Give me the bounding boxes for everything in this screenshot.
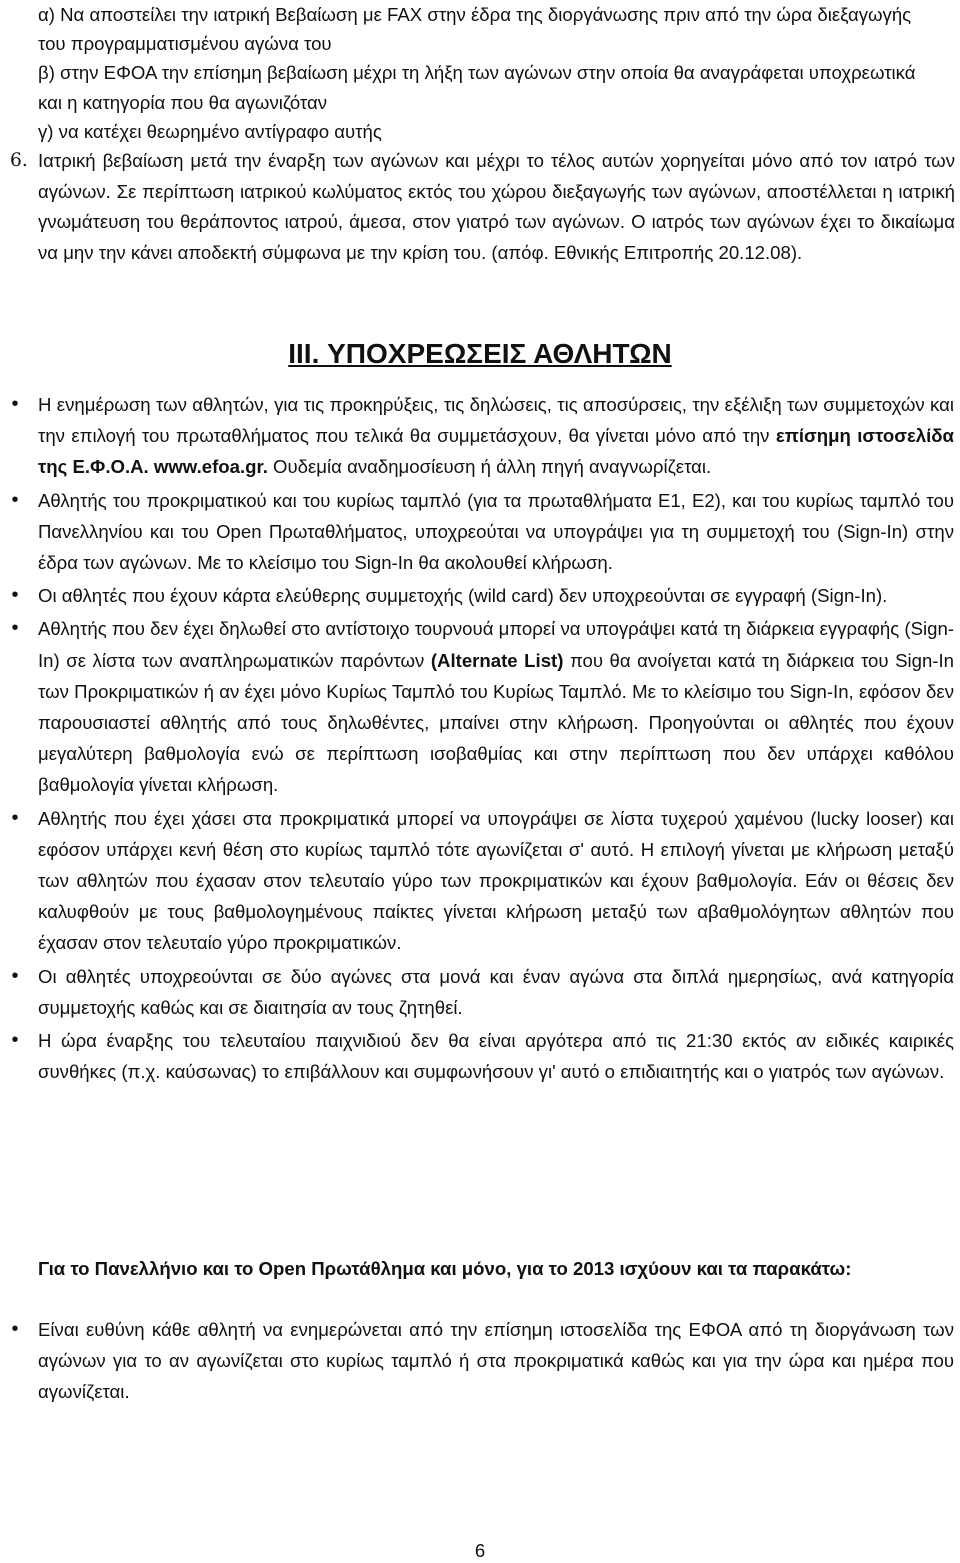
list-item: [0, 613, 960, 800]
item-number: 6.: [10, 150, 28, 171]
bullet-icon: •: [11, 393, 19, 415]
list-item-text: Αθλητής που έχει χάσει στα προκριματικά μπορεί να υπογράψει σε λίστα τυχερού χαμένου (lucky looser) και εφόσον υπάρχει κενή θέση στο κυρίως ταμπλό τότε αγωνίζεται σ' αυτό. Η επιλογή γίνεται με κλήρωση μεταξύ των αθλητών που έχασαν στον τελευταίο γύρο των προκριματικών και έχουν βαθμολογία. Εάν οι θέσεις δεν καλυφθούν με τους βαθμολογημένους παίκτες γίνεται κλήρωση μεταξύ των αβαθμολόγητων αθλητών που έχασαν στον τελευταίο γύρο προκριματικών.: [38, 807, 954, 954]
list-item-text: που θα ανοίγεται κατά τη διάρκεια του Sign-In των Προκριματικών ή αν έχει μόνο Κυρίως Ταμπλό του Κυρίως Ταμπλό. Με το κλείσιμο του Sign-In, εφόσον δεν παρουσιαστεί αθλητής από τους δηλωθέντες, μπαίνει στην κλήρωση. Προηγούνται οι αθλητές που έχουν μεγαλύτερη βαθμολογία ενώ σε περίπτωση ισοβαθμίας και στην περίπτωση που δεν υπάρχει καθόλου βαθμολογία γίνεται κλήρωση.: [38, 649, 954, 796]
bullet-icon: •: [11, 488, 19, 511]
bullet-icon: •: [11, 806, 19, 829]
list-item-text: Η ενημέρωση των αθλητών, για τις προκηρύξεις, τις δηλώσεις, τις αποσύρσεις, την εξέλιξη των συμμετοχών και την επιλογή του πρωταθλήματος που τελικά θα συμμετάσχουν, θα γίνεται μόνο από την: [38, 394, 954, 447]
list-item: [0, 1025, 960, 1087]
list-item: [0, 580, 960, 611]
section-heading: III. ΥΠΟΧΡΕΩΣΕΙΣ ΑΘΛΗΤΩΝ: [288, 338, 672, 369]
list-item: [0, 1314, 960, 1408]
list-item: [0, 389, 960, 483]
obligations-list: [0, 389, 960, 1089]
intro-clauses: [38, 0, 943, 146]
alternate-list-term: (Alternate List): [430, 649, 564, 671]
clause-a: α) Να αποστείλει την ιατρική Βεβαίωση με FAX στην έδρα της διοργάνωσης πριν από την ώρα διεξαγωγής του προγραμματισμένου αγώνα του: [38, 4, 912, 55]
bullet-icon: •: [11, 1029, 19, 1052]
clause-c: γ) να κατέχει θεωρημένο αντίγραφο αυτής: [38, 120, 382, 142]
list-item-text: Οι αθλητές που έχουν κάρτα ελεύθερης συμμετοχής (wild card) δεν υποχρεούνται σε εγγραφή (Sign-In).: [38, 585, 888, 607]
clause-b: β) στην ΕΦΟΑ την επίσημη βεβαίωση μέχρι τη λήξη των αγώνων στην οποία θα αναγράφεται υποχρεωτικά και η κατηγορία που θα αγωνιζόταν: [38, 62, 916, 113]
subsection-title: Για το Πανελλήνιο και το Open Πρωτάθλημα και μόνο, για το 2013 ισχύουν και τα παρακάτω:: [38, 1258, 852, 1279]
item-text: Ιατρική βεβαίωση μετά την έναρξη των αγώνων και μέχρι το τέλος αυτών χορηγείται μόνο από τον ιατρό των αγώνων. Σε περίπτωση ιατρικού κωλύματος εκτός του χώρου διεξαγωγής των αγώνων, αποστέλλεται η ιατρική γνωμάτευση του θεράποντος ιατρού, άμεσα, στον γιατρό των αγώνων. Ο ιατρός των αγώνων έχει το δικαίωμα να μην την κάνει αποδεκτή σύμφωνα με την κρίση του. (απόφ. Εθνικής Επιτροπής 20.12.08).: [38, 150, 955, 263]
list-item-text: Αθλητής που δεν έχει δηλωθεί στο αντίστοιχο τουρνουά μπορεί να υπογράψει κατά τη διάρκεια εγγραφής (Sign-In) σε λίστα των αναπληρωματικών παρόντων: [38, 618, 954, 671]
list-item-text: Αθλητής του προκριματικού και του κυρίως ταμπλό (για τα πρωταθλήματα Ε1, Ε2), και του κυρίως ταμπλό του Πανελληνίου και του Open Πρωταθλήματος, υποχρεούται να υπογράψει για τη συμμετοχή του (Sign-In) στην έδρα των αγώνων. Με το κλείσιμο του Sign-In θα ακολουθεί κλήρωση.: [38, 489, 954, 574]
list-item: [0, 961, 960, 1023]
numbered-item-6: [10, 146, 955, 268]
bullet-icon: •: [11, 964, 19, 987]
list-item-text: Ουδεμία αναδημοσίευση ή άλλη πηγή αναγνωρίζεται.: [267, 456, 712, 478]
bullet-icon: •: [11, 584, 19, 607]
list-item-text: Η ώρα έναρξης του τελευταίου παιχνιδιού δεν θα είναι αργότερα από τις 21:30 εκτός αν ειδικές καιρικές συνθήκες (π.χ. καύσωνας) το επιβάλλουν και συμφωνήσουν γι' αυτό ο επιδιαιτητής και ο γιατρός των αγώνων.: [38, 1030, 954, 1083]
website-reference: επίσημη ιστοσελίδα της Ε.Φ.Ο.Α. www.efoa.gr.: [38, 425, 954, 478]
list-item-text: Οι αθλητές υποχρεούνται σε δύο αγώνες στα μονά και έναν αγώνα στα διπλά ημερησίως, ανά κατηγορία συμμετοχής καθώς και σε διαιτησία αν τους ζητηθεί.: [38, 965, 954, 1018]
bullet-icon: •: [11, 617, 19, 640]
bullet-icon: •: [11, 1318, 19, 1340]
subsection-list: [0, 1314, 960, 1408]
list-item: [0, 485, 960, 579]
list-item: [0, 803, 960, 959]
list-item-text: Είναι ευθύνη κάθε αθλητή να ενημερώνεται από την επίσημη ιστοσελίδα της ΕΦΟΑ από τη διοργάνωση των αγώνων για το αν αγωνίζεται στο κυρίως ταμπλό ή στα προκριματικά καθώς και για την ώρα και ημέρα που αγωνίζεται.: [38, 1319, 954, 1403]
page-number: 6: [474, 1540, 486, 1561]
